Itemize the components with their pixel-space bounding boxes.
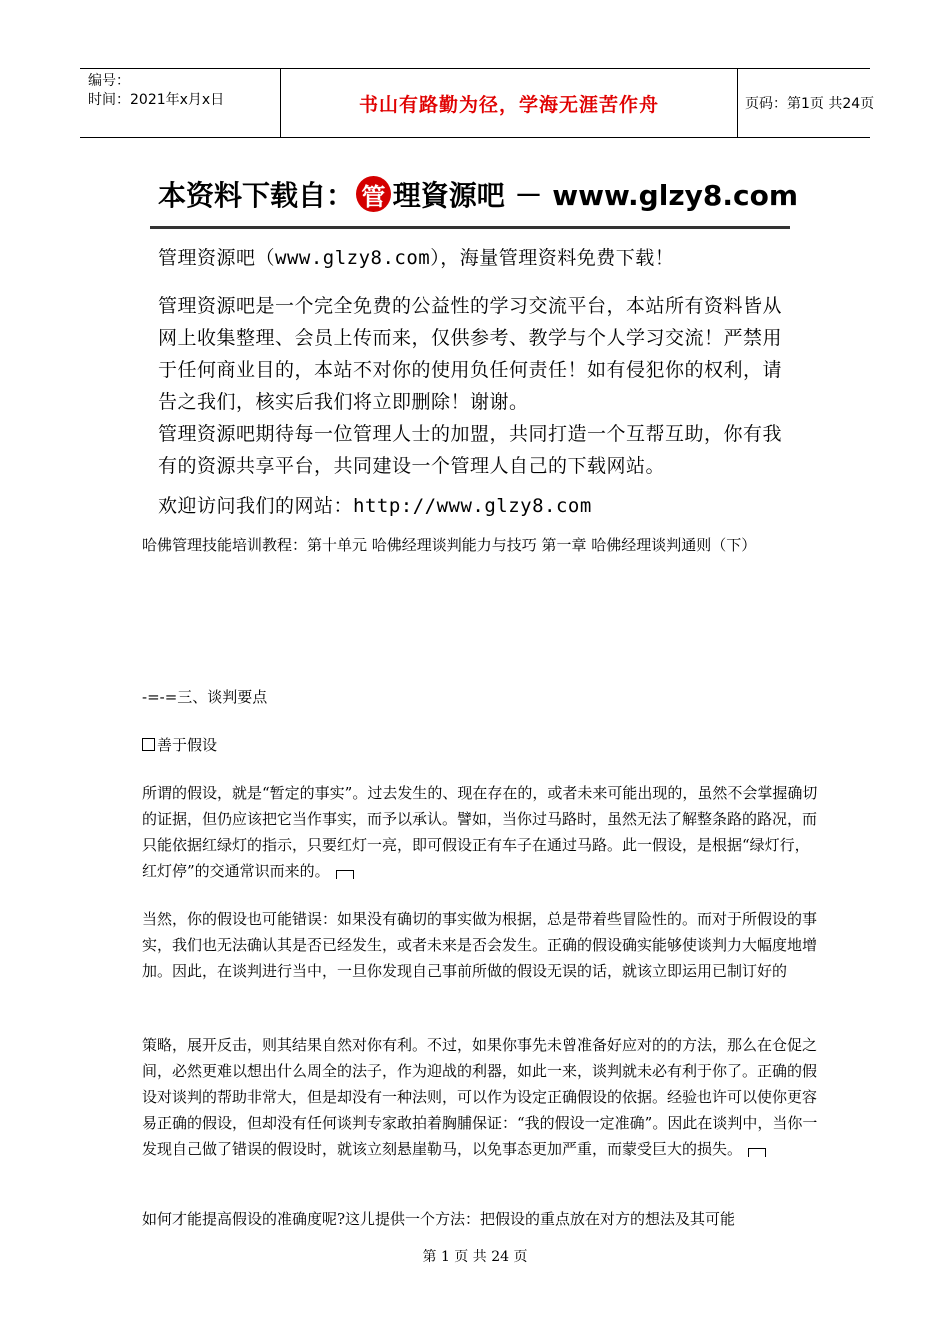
site-logo-icon: 管 [356,176,391,212]
paragraph-text: 当然，你的假设也可能错误：如果没有确切的事实做为根据，总是带着些冒险性的。而对于所假设的事实，我们也无法确认其是否已经发生，或者未来是否会发生。正确的假设确实能够使谈判力大幅度地增加。因此，在谈判进行当中，一旦你发现自己事前所做的假设无误的话，就该立即运用已制订好的 [142,910,818,980]
checkbox-square-icon [142,738,155,751]
banner-paragraph-3: 管理资源吧期待每一位管理人士的加盟，共同打造一个互帮互助，你有我有的资源共享平台，共同建设一个管理人自己的下载网站。 [158,423,783,477]
paragraph [142,780,822,884]
paragraph-text: 如何才能提高假设的准确度呢?这儿提供一个方法：把假设的重点放在对方的想法及其可能 [142,1210,736,1228]
paragraph-mark-icon [336,870,354,879]
section-heading: -=-=三、谈判要点 [142,688,268,706]
document-title: 哈佛管理技能培训教程：第十单元 哈佛经理谈判能力与技巧 第一章 哈佛经理谈判通则（下） [142,536,757,554]
paragraph-mark-icon [748,1148,766,1157]
subsection-heading [142,732,822,758]
banner-paragraph-4: 欢迎访问我们的网站：http://www.glzy8.com [158,495,592,517]
page-footer: 第 1 页 共 24 页 [422,1249,528,1265]
subsection-label: 善于假设 [157,736,218,754]
time-label: 时间：2021年x月x日 [88,92,225,108]
paragraph-text: 策略，展开反击，则其结果自然对你有利。不过，如果你事先未曾准备好应对的的方法，那么在仓促之间，必然更难以想出什么周全的法子，作为迎战的利器，如此一来，谈判就未必有利于你了。正确的假设对谈判的帮助非常大，但是却没有一种法则，可以作为设定正确假设的依据。经验也许可以使你更容易正确的假设，但却没有任何谈判专家敢拍着胸脯保证：“我的假设一定准确”。因此在谈判中，当你一发现自己做了错误的假设时，就该立刻悬崖勒马，以免事态更加严重，而蒙受巨大的损失。 [142,1036,818,1158]
paragraph-text: 所谓的假设，就是“暂定的事实”。过去发生的、现在存在的，或者未来可能出现的，虽然不会掌握确切的证据，但仍应该把它当作事实，而予以承认。譬如，当你过马路时，虽然无法了解整条路的路况，而只能依据红绿灯的指示，只要红灯一亮，即可假设正有车子在通过马路。此一假设，是根据“绿灯行，红灯停”的交通常识而来的。 [142,784,818,880]
paragraph [142,1206,822,1232]
page-code: 页码：第1页 共24页 [745,96,875,112]
number-label: 编号： [88,73,130,89]
banner-title [158,172,798,216]
banner-title-suffix: 理資源吧 － www.glzy8.com [392,179,798,212]
banner-title-prefix: 本资料下载自： [158,179,355,212]
motto-text: 书山有路勤为径，学海无涯苦作舟 [358,93,659,116]
banner-line-1: 管理资源吧（www.glzy8.com），海量管理资料免费下载！ [158,247,675,269]
header-motto-cell [280,69,738,137]
header-page-cell [737,69,875,137]
header-meta-cell [80,69,280,137]
banner-paragraph-2: 管理资源吧是一个完全免费的公益性的学习交流平台，本站所有资料皆从网上收集整理、会员上传而来，仅供参考、教学与个人学习交流！严禁用于任何商业目的，本站不对你的使用负任何责任！如有侵犯你的权利，请告之我们，核实后我们将立即删除！谢谢。 [158,295,783,413]
banner-divider [150,226,790,229]
document-header [80,68,875,138]
paragraph [142,906,822,984]
paragraph [142,1032,822,1162]
download-source-banner [150,160,800,520]
